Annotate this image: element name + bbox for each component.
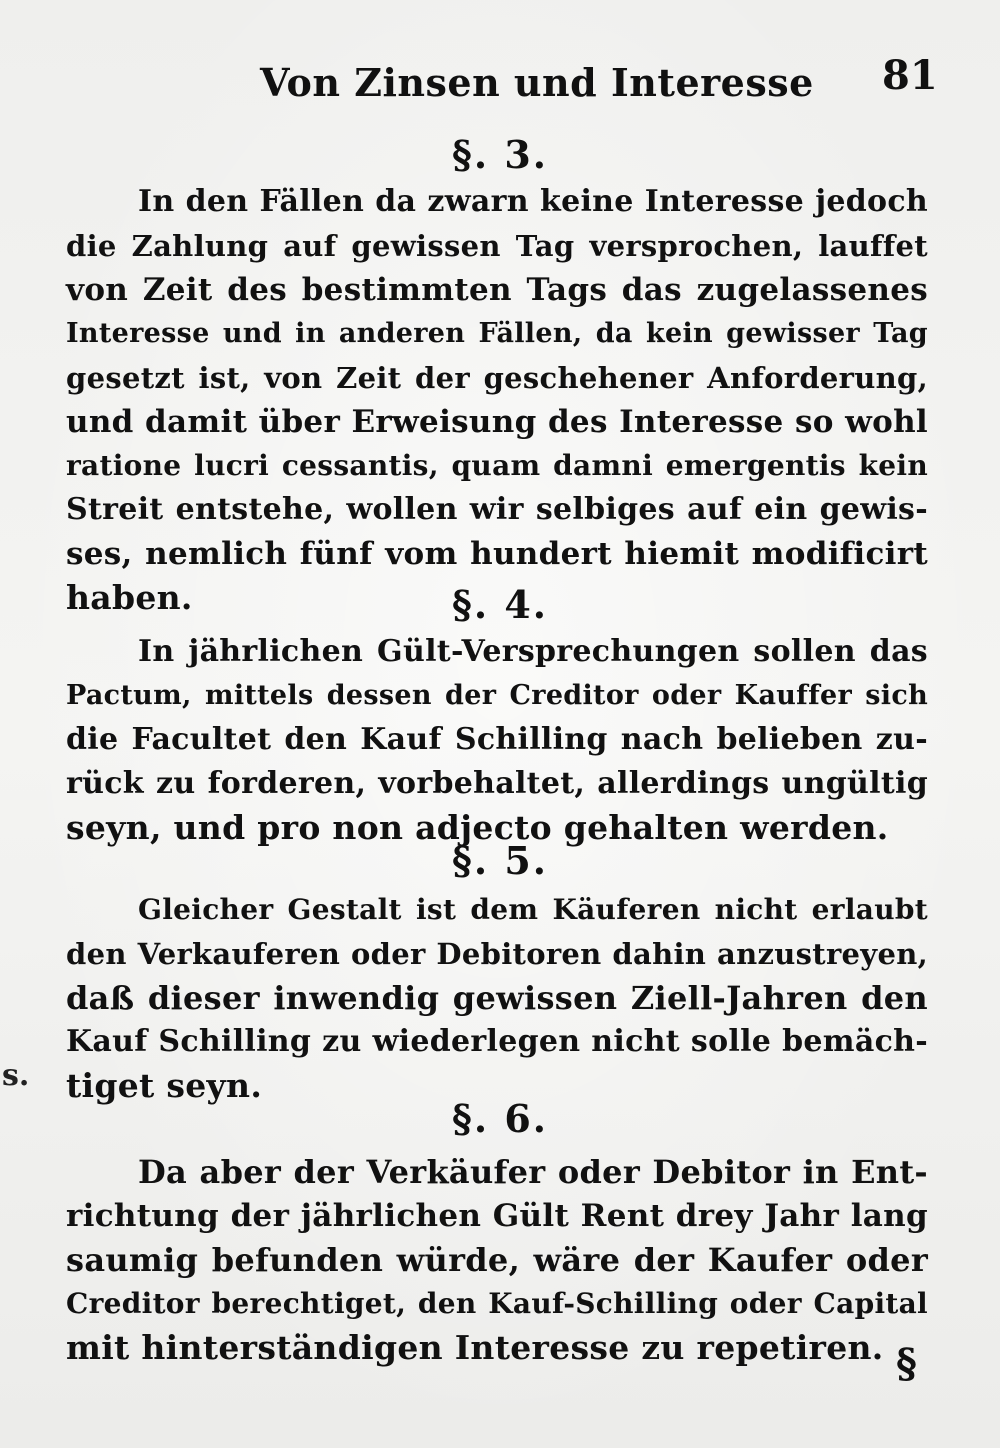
- section-mark-5: §. 5.: [451, 838, 548, 883]
- section-3-paragraph: [66, 180, 928, 620]
- text-line: In jährlichen Gült-Versprechungen sollen das: [138, 634, 928, 669]
- text-line: In den Fällen da zwarn keine Interesse jedoch: [138, 184, 928, 219]
- text-line: rück zu forderen, vorbehaltet, allerdings ungültig: [66, 766, 928, 801]
- section-5-paragraph: [66, 888, 928, 1108]
- text-line: die Zahlung auf gewissen Tag versprochen, lauffet: [66, 229, 928, 263]
- section-6-paragraph: [66, 1150, 928, 1370]
- section-mark-6: §. 6.: [451, 1096, 548, 1141]
- text-line: seyn, und pro non adjecto gehalten werden.: [66, 808, 889, 847]
- text-line: mit hinterständigen Interesse zu repetiren.: [66, 1328, 884, 1367]
- text-line: den Verkauferen oder Debitoren dahin anzustreyen,: [66, 937, 928, 971]
- text-line: Kauf Schilling zu wiederlegen nicht solle bemäch-: [66, 1024, 928, 1059]
- text-line: haben.: [66, 578, 193, 617]
- text-line: und damit über Erweisung des Interesse so wohl: [66, 404, 928, 440]
- text-line: richtung der jährlichen Gült Rent drey Jahr lang: [66, 1198, 928, 1234]
- text-line: die Facultet den Kauf Schilling nach belieben zu-: [66, 722, 928, 757]
- text-line: Streit entstehe, wollen wir selbiges auf ein gewis-: [66, 492, 928, 527]
- section-4-paragraph: [66, 630, 928, 850]
- text-line: Pactum, mittels dessen der Creditor oder Kauffer sich: [66, 680, 928, 711]
- running-title: Von Zinsen und Interesse: [260, 60, 814, 105]
- text-line: daß dieser inwendig gewissen Ziell-Jahren den: [66, 979, 928, 1017]
- text-line: saumig befunden würde, wäre der Kaufer oder: [66, 1241, 928, 1279]
- text-line: von Zeit des bestimmten Tags das zugelassenes: [66, 272, 928, 308]
- text-line: tiget seyn.: [66, 1066, 263, 1105]
- section-mark-4: §. 4.: [451, 582, 548, 627]
- section-mark-3: §. 3.: [451, 132, 548, 177]
- text-line: ratione lucri cessantis, quam damni emergentis kein: [66, 449, 928, 482]
- text-line: Da aber der Verkäufer oder Debitor in Ent-: [138, 1153, 928, 1191]
- text-line: Interesse und in anderen Fällen, da kein gewisser Tag: [66, 318, 928, 349]
- text-line: Creditor berechtiget, den Kauf-Schilling oder Capital: [66, 1287, 928, 1320]
- page-number: 81: [882, 52, 938, 99]
- text-line: Gleicher Gestalt ist dem Käuferen nicht erlaubt: [138, 893, 928, 926]
- margin-mark: s.: [2, 1058, 30, 1093]
- text-line: ses, nemlich fünf vom hundert hiemit modificirt: [66, 536, 928, 572]
- text-line: gesetzt ist, von Zeit der geschehener Anforderung,: [66, 361, 928, 395]
- catchword: §: [896, 1340, 917, 1387]
